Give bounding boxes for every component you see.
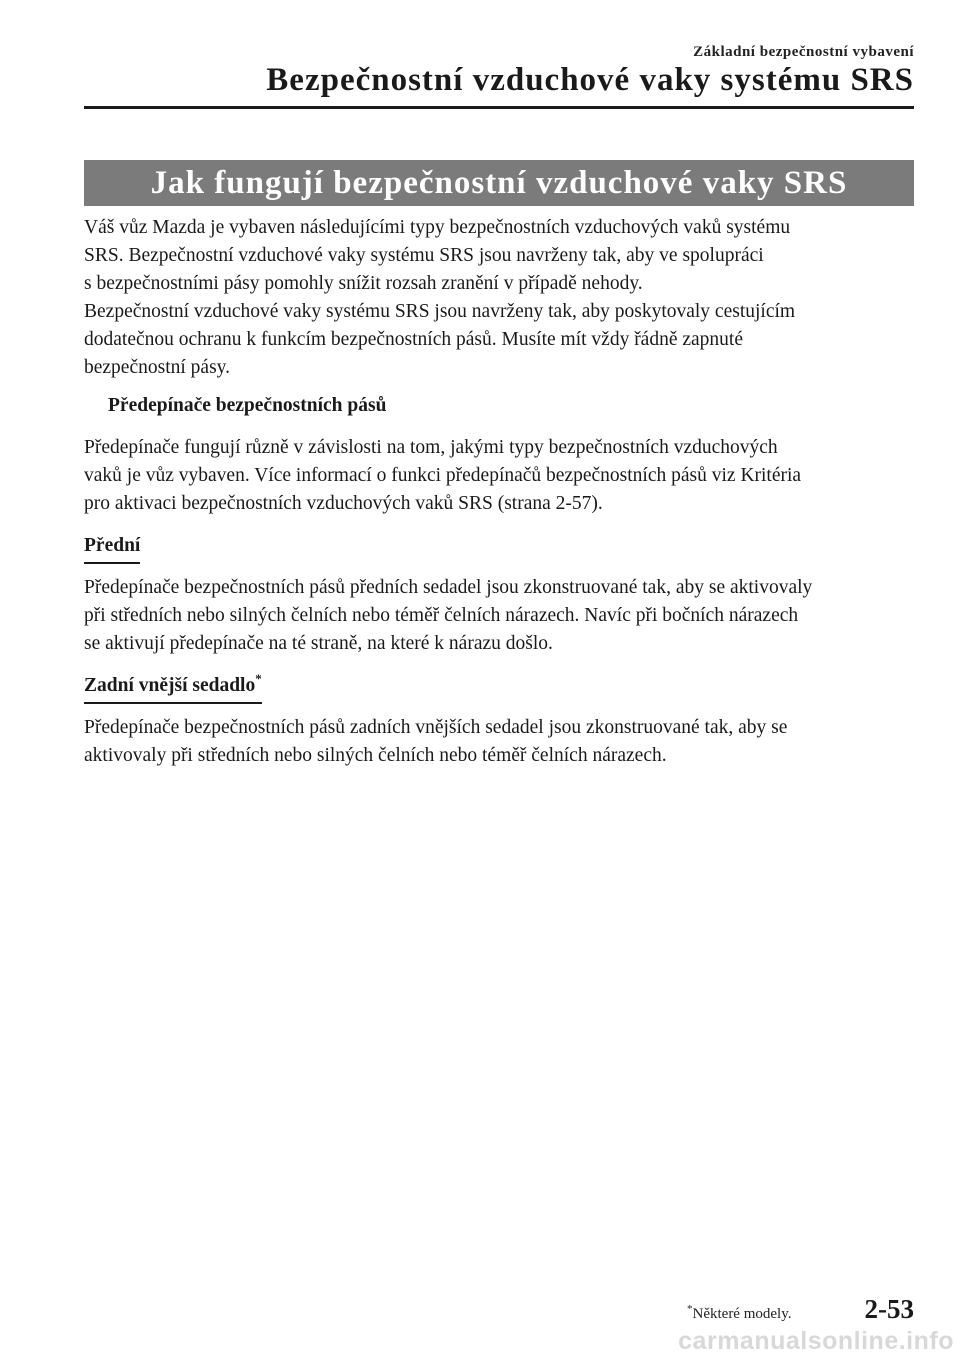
header-rule [84,106,914,109]
text-line: bezpečnostní pásy. [84,357,231,378]
text-line: pro aktivaci bezpečnostních vzduchových vaků SRS (strana 2-57). [84,493,603,514]
rear-heading [84,672,262,704]
running-header-chapter: Základní bezpečnostní vybavení [693,44,914,60]
page-number: 2-53 [864,1294,914,1324]
text-line: aktivovaly při středních nebo silných čelních nebo téměř čelních nárazech. [84,745,667,766]
subsection-heading [108,392,914,420]
intro-paragraph-2 [84,298,914,382]
intro-paragraph-1 [84,214,914,298]
text-line: Předepínače bezpečnostních pásů zadních vnějších sedadel jsou zkonstruované tak, aby se [84,717,788,738]
watermark: carmanualsonline.info [678,1327,954,1355]
text-line: SRS. Bezpečnostní vzduchové vaky systému SRS jsou navrženy tak, aby ve spolupráci [84,245,764,266]
text-line: při středních nebo silných čelních nebo téměř čelních nárazech. Navíc při bočních nárazech [84,605,799,626]
text-line: s bezpečnostními pásy pomohly snížit rozsah zranění v případě nehody. [84,273,643,294]
text-line: vaků je vůz vybaven. Více informací o funkci předepínačů bezpečnostních pásů viz Kritéria [84,465,802,486]
running-header-title: Bezpečnostní vzduchové vaky systému SRS [266,62,914,98]
footnote-text: Některé modely. [692,1306,792,1322]
front-paragraph [84,574,914,658]
footnote-mark: * [687,1303,693,1315]
text-line: Váš vůz Mazda je vybaven následujícími typy bezpečnostních vzduchových vaků systému [84,217,791,238]
subsection-paragraph [84,434,914,518]
text-line: Bezpečnostní vzduchové vaky systému SRS jsou navrženy tak, aby poskytovaly cestujícím [84,301,796,322]
page-content [84,214,914,770]
text-line: Předepínače fungují různě v závislosti na tom, jakými typy bezpečnostních vzduchových [84,437,778,458]
asterisk-mark: * [255,671,262,686]
text-line: dodatečnou ochranu k funkcím bezpečnostních pásů. Musíte mít vždy řádně zapnuté [84,329,744,350]
front-heading-label: Přední [84,535,141,556]
footnote [687,1303,792,1323]
text-line: Předepínače bezpečnostních pásů předních sedadel jsou zkonstruované tak, aby se aktivovaly [84,577,813,598]
rear-paragraph [84,714,914,770]
front-heading [84,532,140,564]
subsection-title: Předepínače bezpečnostních pásů [108,395,387,416]
rear-heading-label: Zadní vnější sedadlo [84,675,256,696]
text-line: se aktivují předepínače na té straně, na které k nárazu došlo. [84,633,553,654]
section-title-banner: Jak fungují bezpečnostní vzduchové vaky SRS [84,160,914,206]
